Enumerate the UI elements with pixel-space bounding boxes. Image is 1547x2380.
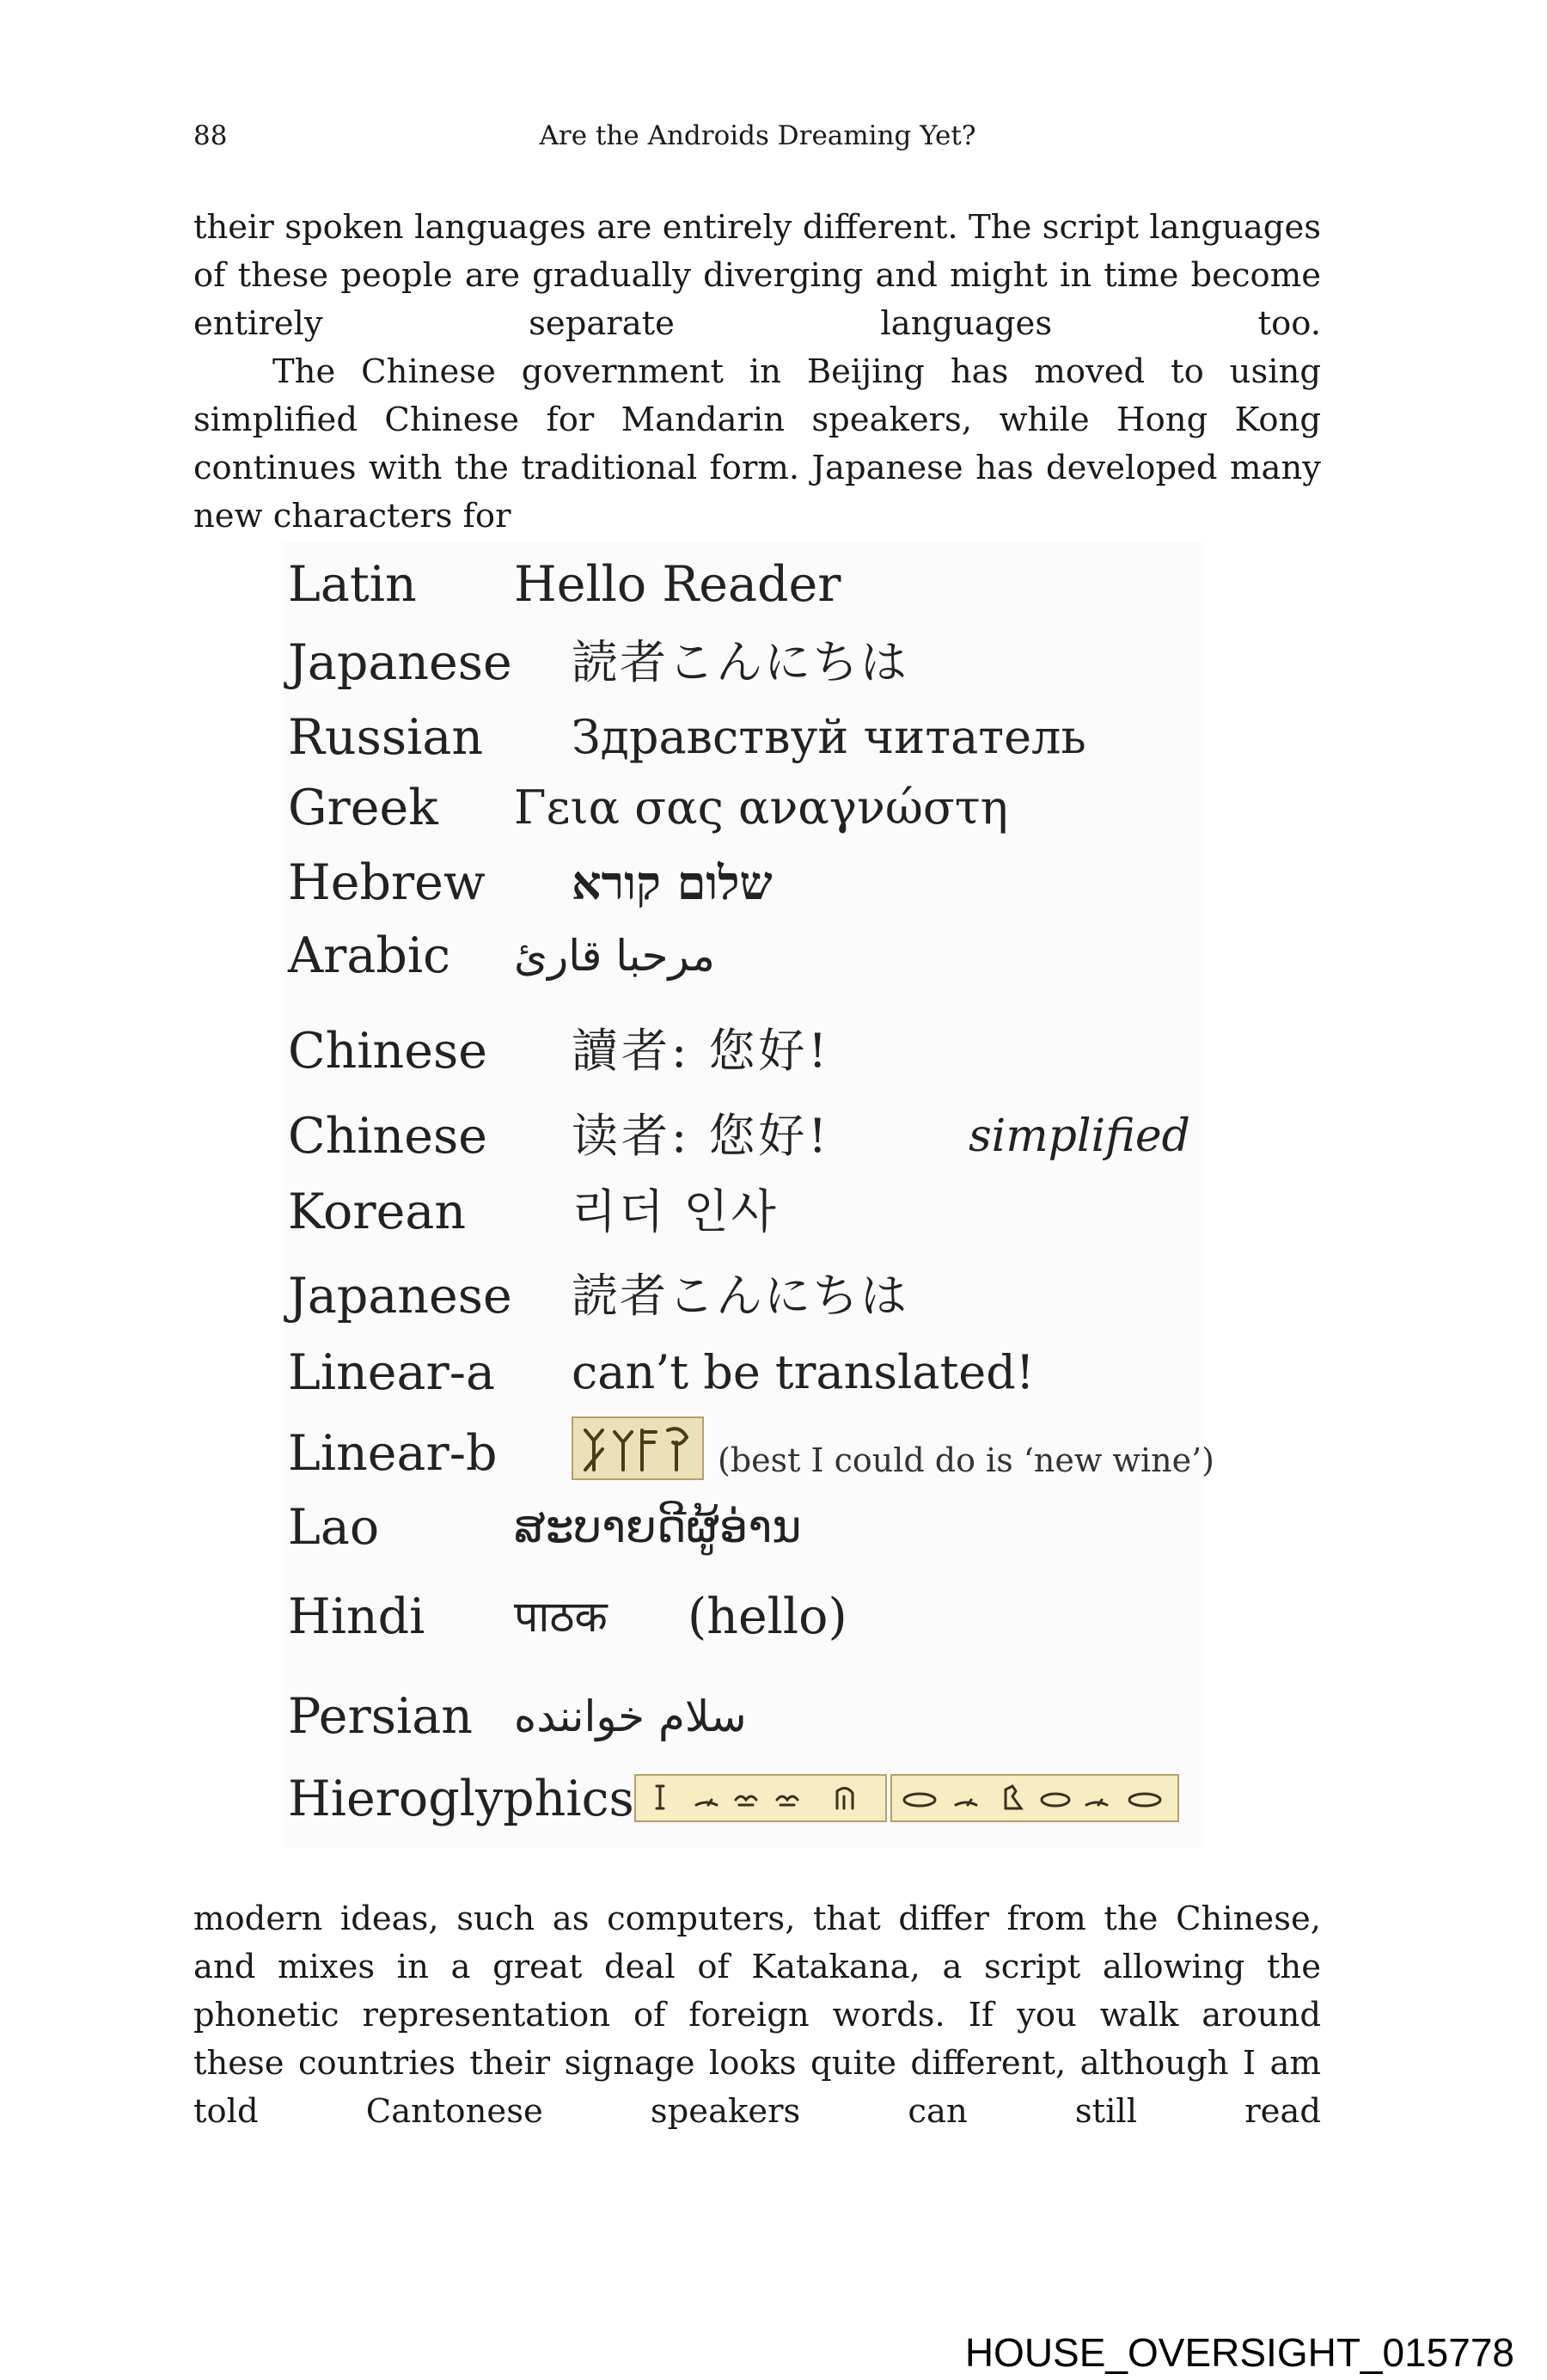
page-number: 88 bbox=[193, 120, 228, 151]
greeting-text: 读者: 您好! bbox=[572, 1109, 831, 1163]
linear-b-note: (best I could do is ‘new wine’) bbox=[718, 1441, 1214, 1479]
hieroglyph-image bbox=[634, 1756, 1179, 1833]
language-label: Korean bbox=[288, 1184, 467, 1240]
linear-b-glyph-image bbox=[572, 1406, 704, 1484]
language-label: Chinese bbox=[288, 1023, 487, 1080]
greeting-text: مرحبا قارئ bbox=[514, 931, 715, 981]
greeting-text: ສະບາຍດີຜູ້ອ່ານ bbox=[514, 1502, 802, 1553]
hindi-note: (hello) bbox=[688, 1588, 847, 1645]
greeting-text: Γεια σας αναγνώστη bbox=[514, 780, 1008, 835]
greeting-text: 리더 인사 bbox=[572, 1184, 779, 1239]
language-label: Japanese bbox=[288, 634, 512, 691]
hieroglyph-cartouche-1-icon bbox=[634, 1774, 887, 1822]
language-label: Greek bbox=[288, 780, 438, 836]
greeting-text: שלום קורא bbox=[572, 855, 773, 910]
greeting-text: पाठक bbox=[514, 1592, 608, 1642]
greeting-text: 讀者: 您好! bbox=[572, 1024, 831, 1078]
language-label: Hindi bbox=[288, 1588, 425, 1645]
linear-b-glyphs-icon bbox=[572, 1416, 704, 1480]
language-label: Arabic bbox=[288, 927, 451, 984]
language-label: Linear-a bbox=[288, 1344, 495, 1401]
language-label: Japanese bbox=[288, 1268, 512, 1325]
language-label: Russian bbox=[288, 709, 484, 766]
greeting-text: Здравствуй читатель bbox=[572, 710, 1086, 764]
body-paragraph-3: modern ideas, such as computers, that differ from the Chinese, and mixes in a great deal of Katakana, a script allowing the phonetic representation of foreign words. If you walk around these countries their signage looks quite different, although I am told Cantonese speakers can still read bbox=[193, 1900, 1321, 2131]
hieroglyph-cartouche-2-icon bbox=[890, 1774, 1179, 1822]
running-title: Are the Androids Dreaming Yet? bbox=[539, 120, 976, 151]
simplified-note: simplified bbox=[969, 1110, 1190, 1162]
greeting-text: 読者こんにちは bbox=[572, 1269, 908, 1323]
body-paragraph-1: their spoken languages are entirely different. The script languages of these people are gradually diverging and might in time become entirely separate languages too. bbox=[193, 208, 1321, 343]
body-paragraph-2: The Chinese government in Beijing has moved to using simplified Chinese for Mandarin speakers, while Hong Kong continues with the traditional form. Japanese has developed many new characters for bbox=[193, 352, 1321, 535]
language-label: Latin bbox=[288, 556, 417, 613]
language-label: Linear-b bbox=[288, 1425, 498, 1482]
bates-stamp: HOUSE_OVERSIGHT_015778 bbox=[964, 2330, 1514, 2375]
greetings-figure bbox=[284, 541, 1214, 1848]
greeting-text: Hello Reader bbox=[514, 556, 841, 613]
greeting-text: can’t be translated! bbox=[572, 1345, 1035, 1399]
language-label: Hieroglyphics bbox=[288, 1771, 634, 1827]
language-label: Hebrew bbox=[288, 854, 486, 911]
language-label: Lao bbox=[288, 1499, 380, 1556]
language-label: Chinese bbox=[288, 1108, 487, 1165]
greeting-text: 読者こんにちは bbox=[572, 635, 908, 689]
language-label: Persian bbox=[288, 1688, 473, 1745]
greeting-text: سلام خواننده bbox=[514, 1692, 747, 1741]
